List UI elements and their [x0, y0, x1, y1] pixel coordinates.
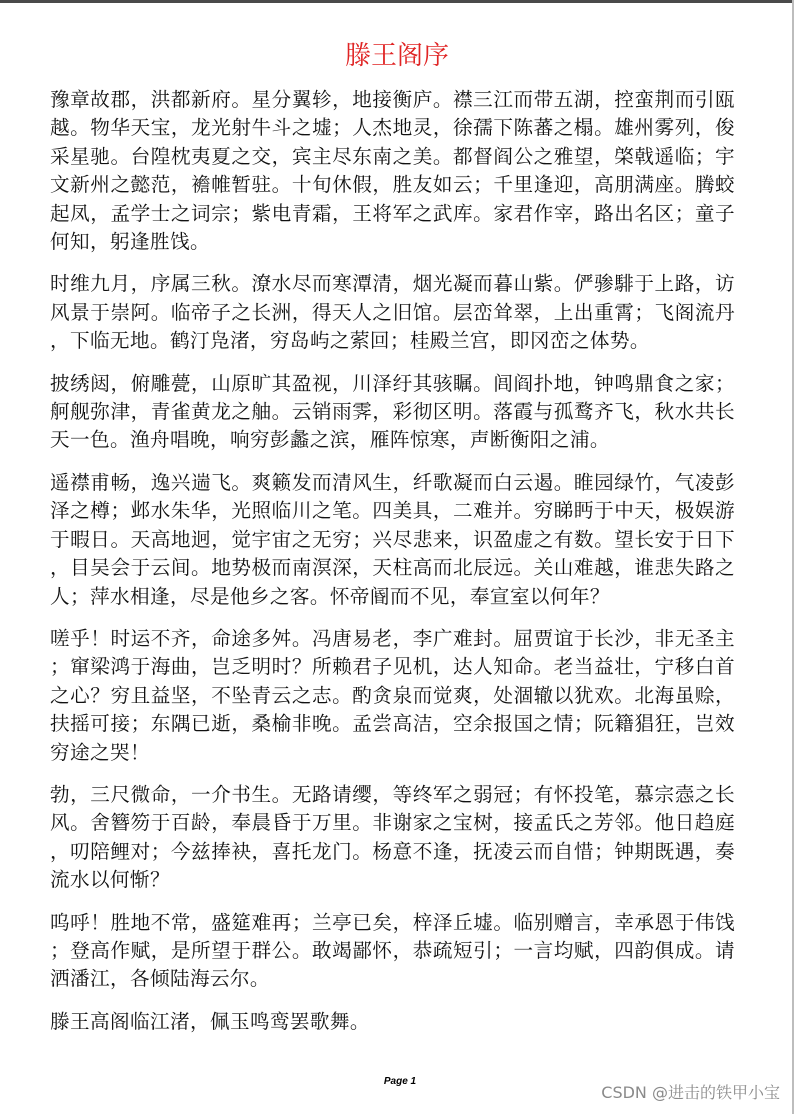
top-border: [0, 0, 794, 3]
paragraph: 呜呼！胜地不常，盛筵难再；兰亭已矣，梓泽丘墟。临别赠言，幸承恩于伟饯；登高作赋，是所望于群公。敢竭鄙怀，恭疏短引；一言均赋，四韵俱成。请洒潘江，各倾陆海云尔。: [50, 910, 735, 991]
paragraph: 披绣闼，俯雕甍，山原旷其盈视，川泽纡其骇瞩。闾阎扑地，钟鸣鼎食之家；舸舰弥津，青雀黄龙之舳。云销雨霁，彩彻区明。落霞与孤鹜齐飞，秋水共长天一色。渔舟唱晚，响穷彭蠡之滨，雁阵惊寒，声断衡阳之浦。: [50, 371, 735, 452]
document-body: [50, 86, 735, 1050]
paragraph: 勃，三尺微命，一介书生。无路请缨，等终军之弱冠；有怀投笔，慕宗悫之长风。舍簪笏于百龄，奉晨昏于万里。非谢家之宝树，接孟氏之芳邻。他日趋庭，叨陪鲤对；今兹捧袂，喜托龙门。杨意不逢，抚凌云而自惜；钟期既遇，奏流水以何惭？: [50, 782, 735, 892]
paragraph: 嗟乎！时运不齐，命途多舛。冯唐易老，李广难封。屈贾谊于长沙，非无圣主；窜梁鸿于海曲，岂乏明时？所赖君子见机，达人知命。老当益壮，宁移白首之心？穷且益坚，不坠青云之志。酌贪泉而觉爽，处涸辙以犹欢。北海虽赊，扶摇可接；东隅已逝，桑榆非晚。孟尝高洁，空余报国之情；阮籍猖狂，岂效穷途之哭！: [50, 626, 735, 764]
paragraph: 滕王高阁临江渚，佩玉鸣鸾罢歌舞。: [50, 1009, 370, 1033]
page-number: Page 1: [383, 1076, 417, 1087]
watermark: CSDN @进击的铁甲小宝: [601, 1083, 780, 1102]
paragraph: 遥襟甫畅，逸兴遄飞。爽籁发而清风生，纤歌凝而白云遏。睢园绿竹，气凌彭泽之樽；邺水朱华，光照临川之笔。四美具，二难并。穷睇眄于中天，极娱游于暇日。天高地迥，觉宇宙之无穷；兴尽悲来，识盈虚之有数。望长安于日下，目吴会于云间。地势极而南溟深，天柱高而北辰远。关山难越，谁悲失路之人；萍水相逢，尽是他乡之客。怀帝阍而不见，奉宣室以何年？: [50, 470, 735, 608]
document-title: 滕王阁序: [344, 41, 449, 71]
paragraph: 豫章故郡，洪都新府。星分翼轸，地接衡庐。襟三江而带五湖，控蛮荆而引瓯越。物华天宝，龙光射牛斗之墟；人杰地灵，徐孺下陈蕃之榻。雄州雾列，俊采星驰。台隍枕夷夏之交，宾主尽东南之美。都督阎公之雅望，棨戟遥临；宇文新州之懿范，襜帷暂驻。十旬休假，胜友如云；千里逢迎，高朋满座。腾蛟起凤，孟学士之词宗；紫电青霜，王将军之武库。家君作宰，路出名区；童子何知，躬逢胜饯。: [50, 88, 735, 254]
paragraph: 时维九月，序属三秋。潦水尽而寒潭清，烟光凝而暮山紫。俨骖騑于上路，访风景于崇阿。临帝子之长洲，得天人之旧馆。层峦耸翠，上出重霄；飞阁流丹，下临无地。鹤汀凫渚，穷岛屿之萦回；桂殿兰宫，即冈峦之体势。: [50, 272, 735, 353]
